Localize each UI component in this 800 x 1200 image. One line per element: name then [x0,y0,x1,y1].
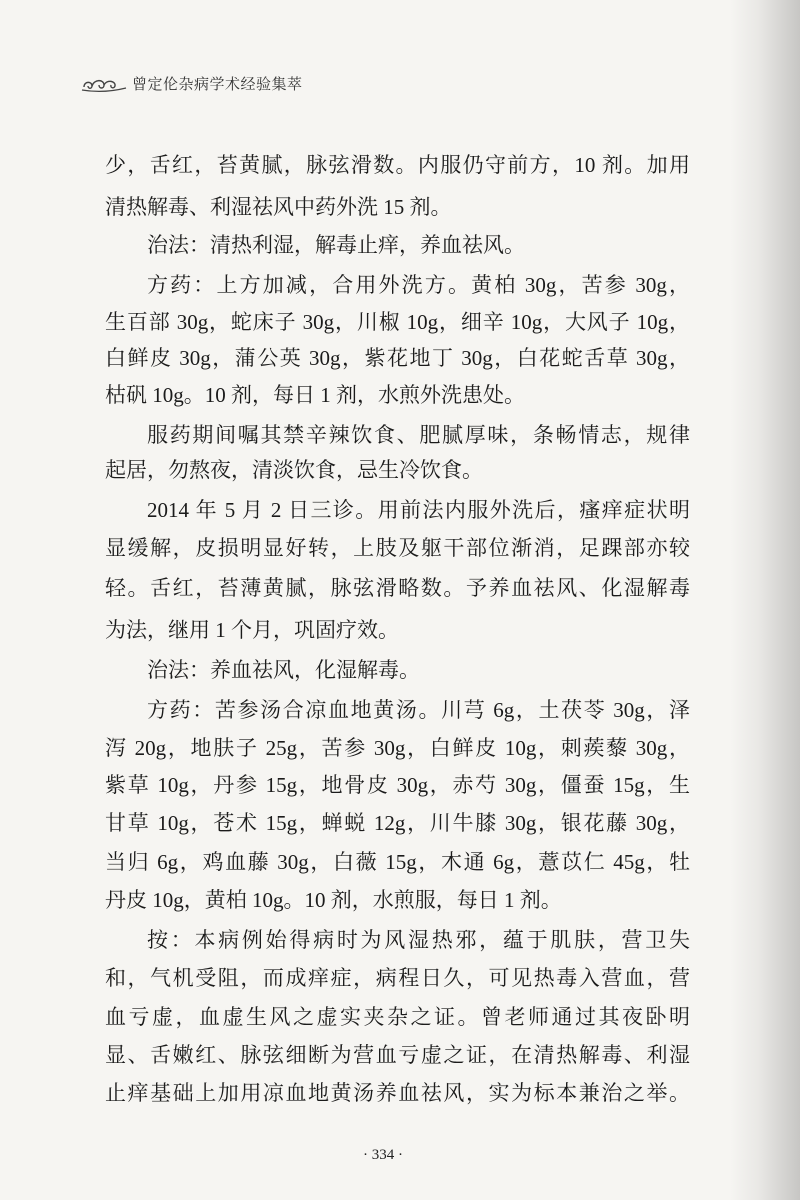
text-line: 丹皮 10g，黄柏 10g。10 剂，水煎服，每日 1 剂。 [105,888,562,912]
running-header-title: 曾定伦杂病学术经验集萃 [132,77,303,93]
text-line: 白鲜皮 30g，蒲公英 30g，紫花地丁 30g，白花蛇舌草 30g， [105,346,690,370]
text-line: 治法：清热利湿，解毒止痒，养血祛风。 [147,233,525,257]
text-line: 生百部 30g，蛇床子 30g，川椒 10g，细辛 10g，大风子 10g， [105,310,690,334]
text-line: 治法：养血祛风，化湿解毒。 [147,658,420,682]
text-line: 血亏虚，血虚生风之虚实夹杂之证。曾老师通过其夜卧明 [105,1005,690,1029]
text-line: 2014 年 5 月 2 日三诊。用前法内服外洗后，瘙痒症状明 [147,498,690,522]
text-line: 清热解毒、利湿祛风中药外洗 15 剂。 [105,195,452,219]
text-line: 枯矾 10g。10 剂，每日 1 剂，水煎外洗患处。 [105,383,525,407]
text-line: 轻。舌红，苔薄黄腻，脉弦滑略数。予养血祛风、化湿解毒 [105,576,690,600]
text-line: 和，气机受阻，而成痒症，病程日久，可见热毒入营血，营 [105,966,690,990]
page-edge-shadow [730,0,800,1200]
text-line: 止痒基础上加用凉血地黄汤养血祛风，实为标本兼治之举。 [105,1081,690,1105]
text-line: 泻 20g，地肤子 25g，苦参 30g，白鲜皮 10g，刺蒺藜 30g， [105,736,690,760]
text-line: 紫草 10g，丹参 15g，地骨皮 30g，赤芍 30g，僵蚕 15g，生 [105,773,690,797]
text-line: 服药期间嘱其禁辛辣饮食、肥腻厚味，条畅情志，规律 [147,423,690,447]
text-line: 方药：上方加减，合用外洗方。黄柏 30g，苦参 30g， [147,273,690,297]
page-number: · 334 · [363,1147,403,1163]
text-line: 少，舌红，苔黄腻，脉弦滑数。内服仍守前方，10 剂。加用 [105,153,690,177]
text-line: 甘草 10g，苍术 15g，蝉蜕 12g，川牛膝 30g，银花藤 30g， [105,811,690,835]
text-line: 显缓解，皮损明显好转，上肢及躯干部位渐消，足踝部亦较 [105,536,690,560]
text-line: 显、舌嫩红、脉弦细断为营血亏虚之证，在清热解毒、利湿 [105,1043,690,1067]
text-line: 按：本病例始得病时为风湿热邪，蕴于肌肤，营卫失 [147,928,690,952]
text-line: 方药：苦参汤合凉血地黄汤。川芎 6g，土茯苓 30g，泽 [147,698,690,722]
cloud-scroll-icon [80,73,128,97]
text-line: 为法，继用 1 个月，巩固疗效。 [105,618,399,642]
text-line: 起居，勿熬夜，清淡饮食，忌生冷饮食。 [105,458,483,482]
text-line: 当归 6g，鸡血藤 30g，白薇 15g，木通 6g，薏苡仁 45g，牡 [105,850,690,874]
